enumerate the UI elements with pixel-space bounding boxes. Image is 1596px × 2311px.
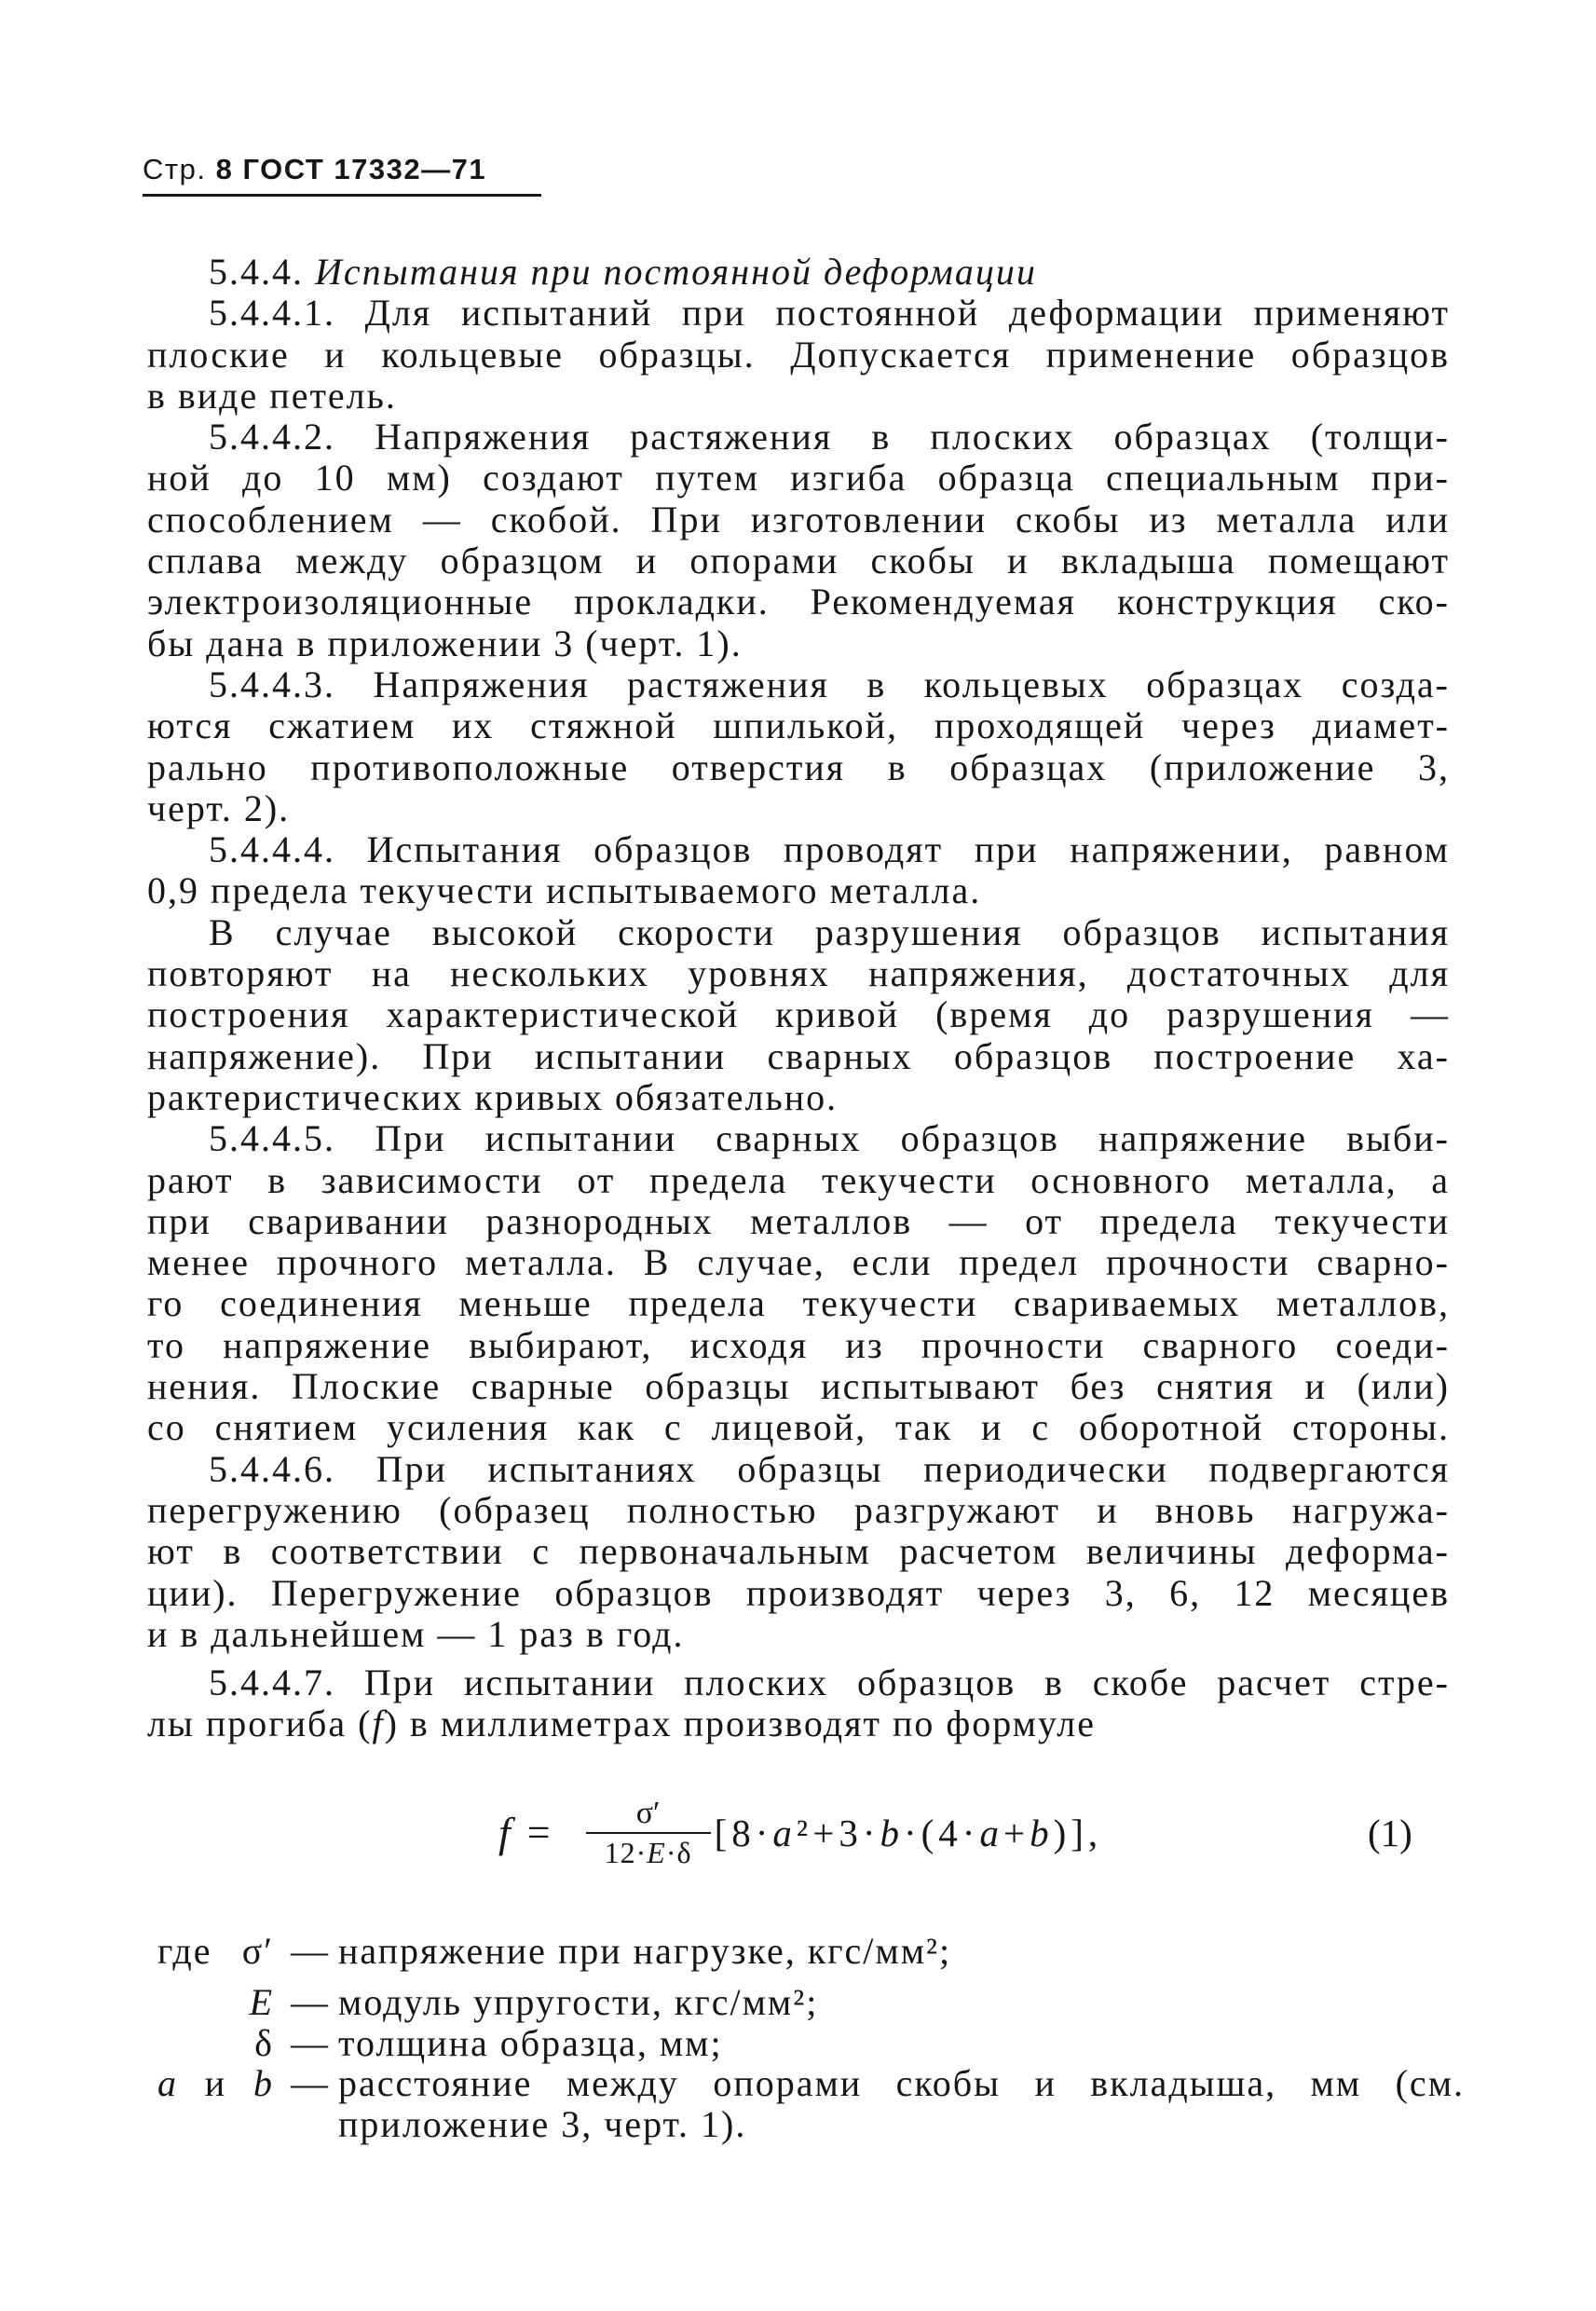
paragraph-line: построения характеристической кривой (время до разрушения — [147,993,1450,1036]
expression-part: b [1030,1811,1054,1854]
page-header [143,153,486,186]
formula-fraction [586,1795,711,1871]
symbol-e: E [249,1981,274,2023]
paragraph-5-4-4-2 [147,417,1450,664]
legend-dash: — [291,2022,330,2064]
paragraph-5-4-4-3 [147,664,1450,829]
symbol-conjunction: и [204,2062,227,2104]
formula-lhs: f [498,1809,511,1856]
paragraph-line: ции). Перегружение образцов производят через 3, 6, 12 месяцев [147,1571,1450,1614]
paragraph-line: бы дана в приложении 3 (черт. 1). [147,622,743,664]
paragraph-line: 5.4.4.6. При испытаниях образцы периодически подвергаются [209,1447,1450,1490]
paragraph-line: со снятием усиления как с лицевой, так и с оборотной стороны. [147,1406,1450,1449]
symbol-b: b [253,2062,274,2104]
paragraph-line: в виде петель. [147,374,397,417]
paragraph-5-4-4-4 [147,829,1450,912]
expression-part: )], [1053,1811,1103,1854]
denominator-part: ·δ [665,1836,692,1869]
legend-dash: — [291,1981,330,2023]
header-rule [143,194,541,197]
paragraph-5-4-4-6 [147,1449,1450,1655]
paragraph-line: перегружению (образец полностью разгружают и вновь нагружа- [147,1488,1450,1531]
legend-intro: где [157,1930,212,1972]
section-number: 5.4.4. [209,251,304,293]
formula-deflection [498,1794,1102,1872]
paragraph-line: рально противоположные отверстия в образцах (приложение 3, [147,745,1450,788]
paragraph-line: 0,9 предела текучести испытываемого металла. [147,869,982,912]
line-text: лы прогиба ( [147,1702,373,1745]
paragraph-line: го соединения меньше предела текучести свариваемых металлов, [147,1282,1450,1325]
paragraph-line: 5.4.4.7. При испытании плоских образцов в скобе расчет стре- [209,1661,1450,1704]
section-title: Испытания при постоянной деформации [315,251,1037,293]
paragraph-line: ют в соответствии с первоначальным расчетом величины деформа- [147,1530,1450,1573]
formula-expression [714,1811,1103,1854]
paragraph-5-4-4-5 [147,1118,1450,1448]
legend-row-distances [157,2063,1465,2104]
paragraph-line: 5.4.4.5. При испытании сварных образцов напряжение выби- [209,1117,1450,1160]
paragraph-line: при сваривании разнородных металлов — от предела текучести [147,1199,1450,1242]
paragraph-line: повторяют на нескольких уровнях напряжения, достаточных для [147,952,1450,995]
paragraph-line: то напряжение выбирают, исходя из прочности сварного соеди- [147,1323,1450,1366]
expression-part: a [979,1811,1003,1854]
denominator-part: 12· [604,1836,648,1869]
expression-part: [8· [714,1811,773,1854]
formula-equals: = [526,1810,551,1855]
denominator-part: E [647,1836,666,1869]
paragraph-repeat-tests [147,912,1450,1118]
paragraph-line: ются сжатием их стяжной шпилькой, проходящей через диамет- [147,704,1450,747]
expression-part: b [880,1811,904,1854]
paragraph-line: 5.4.4.4. Испытания образцов проводят при напряжении, равном [209,828,1450,871]
symbol-a: a [157,2062,178,2104]
section-heading [147,252,1450,293]
page-number: 8 [215,153,234,185]
paragraph-line: и в дальнейшем — 1 раз в год. [147,1612,685,1655]
legend-description: модуль упругости, кгс/мм²; [338,1981,819,2023]
paragraph-line: сплава между образцом и опорами скобы и вкладыша помещают [147,540,1450,582]
deflection-symbol: f [372,1702,385,1745]
paragraph-5-4-4-1 [147,293,1450,417]
legend-row-modulus [157,1982,1465,2023]
paragraph-line: напряжение). При испытании сварных образцов построение ха- [147,1034,1450,1077]
legend-description: толщина образца, мм; [338,2022,723,2064]
paragraph-line: плоские и кольцевые образцы. Допускается применение образцов [147,333,1450,376]
page-label: Стр. [143,153,207,185]
expression-part: a [772,1811,797,1854]
paragraph-line: 5.4.4.2. Напряжения растяжения в плоских образцах (толщи- [209,416,1450,458]
paragraph-line: черт. 2). [147,786,291,829]
symbol-delta: δ [254,2022,274,2064]
legend-dash: — [291,1930,330,1972]
legend-continuation [338,2104,1465,2145]
expression-part: ·(4· [904,1811,980,1854]
paragraph-line [147,1703,1450,1744]
legend-description: расстояние между опорами скобы и вкладыша, мм (см. [338,2062,1465,2104]
legend-symbol [157,1982,274,2023]
formula-number: (1) [1368,1812,1412,1854]
legend-dash: — [291,2062,330,2104]
paragraph-line: ной до 10 мм) создают путем изгиба образца специальным при- [147,457,1450,499]
paragraph-line: нения. Плоские сварные образцы испытывают без снятия и (или) [147,1365,1450,1408]
paragraph-line: В случае высокой скорости разрушения образцов испытания [209,910,1450,953]
formula-numerator: σ′ [635,1796,661,1830]
paragraph-line: менее прочного металла. В случае, если предел прочности сварно- [147,1241,1450,1284]
paragraph-line: 5.4.4.3. Напряжения растяжения в кольцевых образцах созда- [209,663,1450,705]
legend-symbol [157,1931,274,1972]
paragraph-line: рают в зависимости от предела текучести основного металла, а [147,1158,1450,1201]
line-text: ) в миллиметрах производят по формуле [384,1702,1096,1745]
paragraph-line: рактеристических кривых обязательно. [147,1075,839,1118]
paragraph-line: 5.4.4.1. Для испытаний при постоянной деформации применяют [209,292,1450,335]
expression-part: ²+3· [796,1811,880,1854]
legend-description-continuation: приложение 3, черт. 1). [338,2103,747,2145]
legend-row-stress [157,1931,1465,1972]
paragraph-line: способлением — скобой. При изготовлении скобы из металла или [147,498,1450,540]
legend-description: напряжение при нагрузке, кгс/мм²; [338,1930,952,1972]
expression-part: + [1003,1811,1030,1854]
legend-symbol [157,2063,274,2104]
legend-row-thickness [157,2023,1465,2064]
symbol-sigma: σ′ [241,1930,274,1972]
legend-symbol [157,2023,274,2064]
standard-code: ГОСТ 17332—71 [242,153,487,185]
paragraph-5-4-4-7 [147,1662,1450,1745]
document-body [147,252,1450,1745]
formula-denominator [586,1832,711,1871]
paragraph-line: электроизоляционные прокладки. Рекомендуемая конструкция ско- [147,581,1450,623]
